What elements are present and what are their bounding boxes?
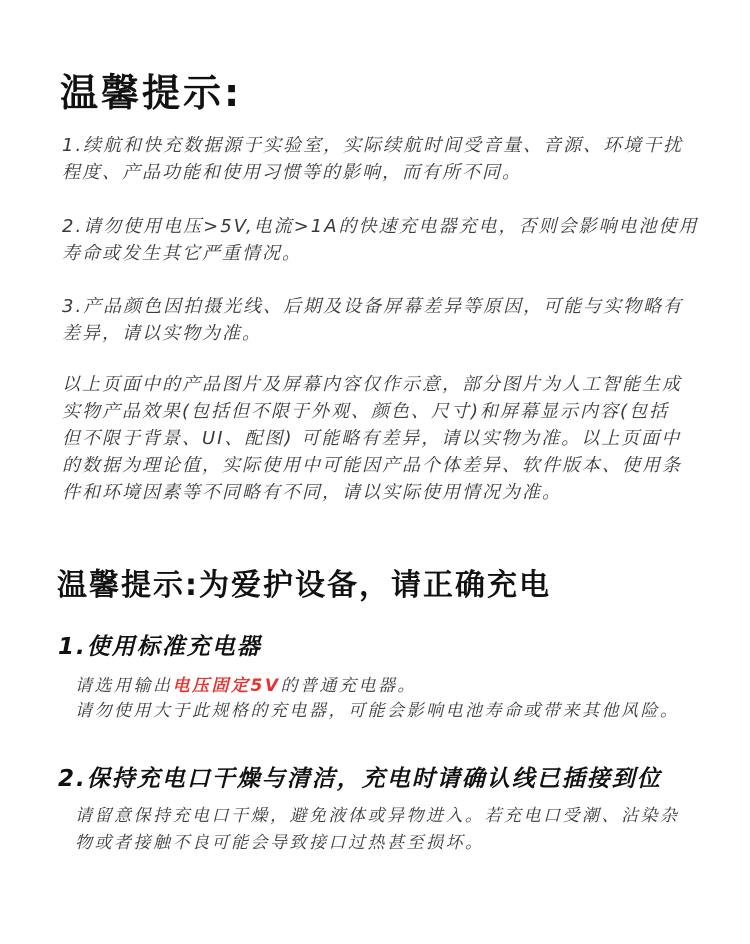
paragraph-line: 寿命或发生其它严重情况。 bbox=[62, 243, 302, 264]
body-line: 请留意保持充电口干燥，避免液体或异物进入。若充电口受潮、沾染杂 bbox=[75, 806, 680, 826]
paragraph-line: 差异，请以实物为准。 bbox=[62, 323, 262, 344]
paragraph-line: 2.请勿使用电压>5V,电流>1A的快速充电器充电，否则会影响电池使用 bbox=[62, 216, 699, 237]
charging-item-2-body bbox=[75, 803, 725, 857]
paragraph-line: 3.产品颜色因拍摄光线、后期及设备屏幕差异等原因，可能与实物略有 bbox=[62, 296, 684, 317]
notice-title: 温馨提示: bbox=[60, 71, 243, 115]
body-line: 物或者接触不良可能会导致接口过热甚至损坏。 bbox=[75, 833, 485, 853]
body-line bbox=[75, 674, 725, 699]
body-line: 请勿使用大于此规格的充电器，可能会影响电池寿命或带来其他风险。 bbox=[75, 701, 680, 721]
notice-paragraph-2 bbox=[62, 213, 712, 267]
text-post: 的普通充电器。 bbox=[280, 676, 417, 696]
charging-item-2-heading: 2.保持充电口干燥与清洁，充电时请确认线已插接到位 bbox=[58, 766, 662, 792]
notice-paragraph-disclaimer bbox=[62, 371, 712, 506]
paragraph-line: 的数据为理论值，实际使用中可能因产品个体差异、软件版本、使用条 bbox=[62, 455, 682, 476]
paragraph-line: 1.续航和快充数据源于实验室，实际续航时间受音量、音源、环境干扰 bbox=[62, 135, 684, 156]
paragraph-line: 但不限于背景、UI、配图) 可能略有差异，请以实物为准。以上页面中 bbox=[62, 428, 682, 449]
charging-item-1-body bbox=[75, 674, 725, 724]
paragraph-line: 件和环境因素等不同略有不同，请以实际使用情况为准。 bbox=[62, 482, 562, 503]
highlight-text: 电压固定5V bbox=[172, 676, 281, 696]
paragraph-line: 以上页面中的产品图片及屏幕内容仅作示意，部分图片为人工智能生成 bbox=[62, 374, 682, 395]
text-pre: 请选用输出 bbox=[75, 676, 173, 696]
paragraph-line: 程度、产品功能和使用习惯等的影响，而有所不同。 bbox=[62, 162, 522, 183]
notice-paragraph-3 bbox=[62, 293, 712, 347]
paragraph-line: 实物产品效果(包括但不限于外观、颜色、尺寸)和屏幕显示内容(包括 bbox=[62, 401, 670, 422]
notice-paragraph-1 bbox=[62, 132, 712, 186]
charging-title: 温馨提示:为爱护设备，请正确充电 bbox=[57, 568, 551, 603]
charging-item-1-heading: 1.使用标准充电器 bbox=[58, 634, 262, 660]
